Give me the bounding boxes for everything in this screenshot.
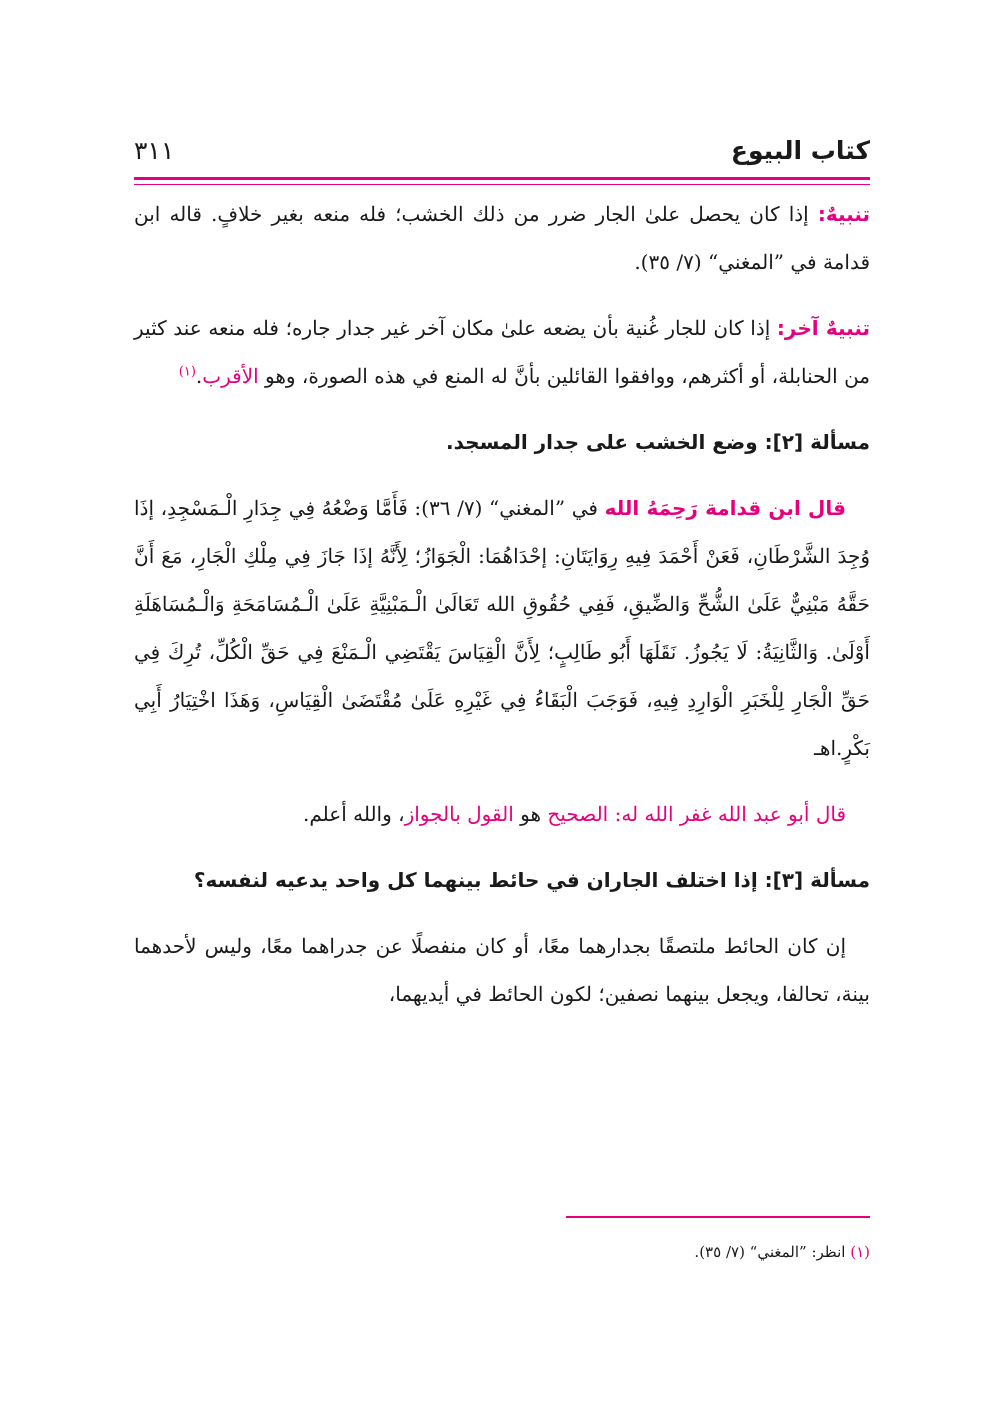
second-note-text: إذا كان للجار غُنية بأن يضعه علىٰ مكان آخر غير جدار جاره؛ فله منعه عند كثير من الحنابلة، أو أكثرهم، ووافقوا القائلين بأنَّ له المنع في هذه الصورة، وهو — [134, 316, 870, 388]
second-note-label: تنبيهٌ آخر: — [776, 316, 870, 340]
issue-3-paragraph: إن كان الحائط ملتصقًا بجدارهما معًا، أو كان منفصلًا عن جدراهما معًا، وليس لأحدهما بينة، تحالفا، ويجعل بينهما نصفين؛ لكون الحائط في أيديهما، — [134, 934, 870, 1006]
footnote-rule — [566, 1216, 870, 1218]
second-note-paragraph — [134, 304, 870, 400]
footnote — [134, 1240, 870, 1264]
note-paragraph — [134, 190, 870, 286]
footnote-reference[interactable]: (١) — [178, 364, 196, 380]
quote-speaker: قال ابن قدامة رَحِمَهُ الله — [604, 496, 846, 520]
footnote-text: انظر: ”المغني“ (٧/ ٣٥). — [694, 1243, 851, 1261]
author-note-paragraph — [134, 790, 870, 838]
preferred-opinion: الأقرب — [202, 364, 259, 388]
note-text: إذا كان يحصل علىٰ الجار ضرر من ذلك الخشب؛ فله منعه بغير خلافٍ. قاله ابن قدامة في ”المغني“ (٧/ ٣٥). — [134, 202, 870, 274]
header-rule-thin — [134, 184, 870, 185]
author-note-end: ، والله أعلم. — [302, 802, 405, 826]
issue-2-label: مسألة [٢]: — [764, 430, 870, 454]
quote-intro: في ”المغني“ (٧/ ٣٦): — [407, 496, 605, 520]
note-label: تنبيهٌ: — [817, 202, 870, 226]
second-note-end: . — [195, 364, 203, 388]
page-number: ٣١١ — [134, 135, 175, 165]
author-note-correct: الصحيح — [547, 802, 615, 826]
page-header — [134, 130, 870, 170]
quote-paragraph — [134, 484, 870, 772]
issue-3-title: إذا اختلف الجاران في حائط بينهما كل واحد يدعيه لنفسه؟ — [193, 868, 765, 892]
footnote-number: (١) — [850, 1243, 870, 1261]
issue-2-heading — [134, 418, 870, 466]
issue-3-label: مسألة [٣]: — [764, 868, 870, 892]
book-title: كتاب البيوع — [730, 135, 870, 165]
main-content — [134, 190, 870, 1036]
issue-3-heading — [134, 856, 870, 904]
issue-2-title: وضع الخشب على جدار المسجد. — [446, 430, 765, 454]
author-note-mid: هو — [513, 802, 548, 826]
author-note-opinion: القول بالجواز — [404, 802, 514, 826]
author-note-speaker: قال أبو عبد الله غفر الله له: — [614, 802, 846, 826]
quote-text: فَأَمَّا وَضْعُهُ فِي جِدَارِ الْـمَسْجِدِ، إذَا وُجِدَ الشَّرْطَانِ، فَعَنْ أَحْمَدَ فِيهِ رِوَايَتَانِ: إحْدَاهُمَا: الْجَوَازُ؛ لِأَنَّهُ إذَا جَازَ فِي مِلْكِ الْجَارِ، مَعَ أَنَّ حَقَّهُ مَبْنِيٌّ عَلَىٰ الشُّحِّ وَالضِّيقِ، فَفِي حُقُوقِ الله تَعَالَىٰ الْـمَبْنِيَّةِ عَلَىٰ الْـمُسَامَحَةِ وَالْـمُسَاهَلَةِ أَوْلَىٰ. وَالثَّانِيَةُ: لَا يَجُوزُ. نَقَلَهَا أَبُو طَالِبٍ؛ لِأَنَّ الْقِيَاسَ يَقْتَضِي الْـمَنْعَ فِي حَقِّ الْكُلِّ، تُرِكَ فِي حَقِّ الْجَارِ لِلْخَبَرِ الْوَارِدِ فِيهِ، فَوَجَبَ الْبَقَاءُ فِي غَيْرِهِ عَلَىٰ مُقْتَضَىٰ الْقِيَاسِ، وَهَذَا اخْتِيَارُ أَبِي بَكْرٍ.اهـ — [134, 496, 870, 760]
header-rule-thick — [134, 177, 870, 180]
